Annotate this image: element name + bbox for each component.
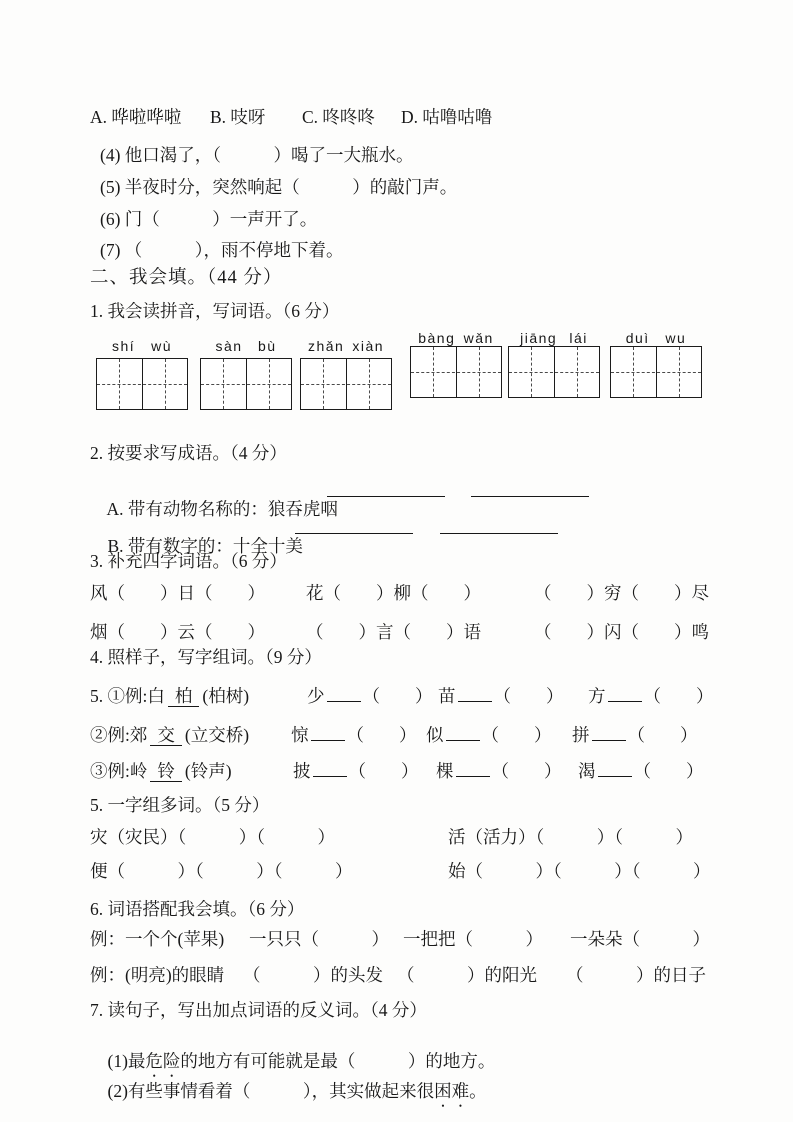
phrase-blank-group: （ ）言（ ）语: [306, 622, 481, 642]
word-build-item: [588, 686, 714, 707]
answer-blank-underline: [471, 481, 589, 497]
box-cell: [456, 347, 502, 397]
example-prefix: ②例:郊: [90, 725, 148, 745]
option-b: B. 吱呀: [210, 107, 266, 127]
match-example: 例：一个个(苹果): [90, 929, 225, 949]
box-cell: [97, 359, 142, 409]
answer-blank-underline: [440, 518, 558, 534]
box-cell: [346, 359, 392, 409]
pinyin-group: [300, 330, 392, 410]
base-char: 方: [588, 686, 606, 706]
part7-item2: [90, 1060, 487, 1122]
word-build-item: [293, 761, 419, 782]
match-item: （ ）的阳光: [397, 965, 537, 985]
match-item: （ ）的头发: [243, 965, 383, 985]
paren-blank: （ ）: [627, 725, 698, 745]
box-cell: [656, 347, 702, 397]
part6-title: 6. 词语搭配我会填。（6 分）: [90, 899, 305, 919]
word-build-item: [291, 725, 417, 746]
part1-title: 1. 我会读拼音，写词语。（6 分）: [90, 301, 340, 321]
pinyin-syllable: duì: [625, 330, 650, 346]
pinyin-label: [410, 330, 502, 346]
pinyin-syllable: shí: [111, 338, 136, 354]
match-item: 一把把（ ）: [403, 929, 543, 949]
answer-blank-underline: [458, 686, 492, 702]
writing-box: [300, 358, 392, 410]
answer-blank-underline: [327, 686, 361, 702]
box-cell: [301, 359, 346, 409]
example-word: (立交桥): [184, 725, 250, 745]
pinyin-group: [410, 330, 502, 398]
pinyin-syllable: wǎn: [463, 330, 494, 346]
box-cell: [611, 347, 656, 397]
pinyin-group: [610, 330, 702, 398]
paren-blank: （ ）: [362, 686, 433, 706]
example-answer: 交: [150, 726, 182, 746]
option-c: C. 咚咚咚: [302, 107, 375, 127]
question-6-line: (6) 门（ ）一声开了。: [100, 209, 318, 229]
pinyin-label: [300, 330, 392, 354]
multi-word-item: 始（ ）（ ）（ ）: [448, 861, 711, 881]
answer-blank-underline: [313, 761, 347, 777]
word-build-item: [578, 761, 704, 782]
writing-box: [410, 346, 502, 398]
base-char: 苗: [438, 686, 456, 706]
pinyin-syllable: jiāng: [520, 330, 558, 346]
paren-blank: （ ）: [493, 686, 564, 706]
multi-word-item: 活（活力）（ ）（ ）: [448, 827, 693, 847]
pinyin-label: [508, 330, 600, 346]
answer-blank-underline: [311, 725, 345, 741]
example-word: (铃声): [184, 761, 232, 781]
paren-blank: （ ）: [348, 761, 419, 781]
paren-blank: （ ）: [633, 761, 704, 781]
part4-title: 4. 照样子，写字组词。（9 分）: [90, 647, 322, 667]
example-answer: 铃: [150, 762, 182, 782]
match-example: 例：(明亮)的眼睛: [90, 965, 225, 985]
pinyin-label: [96, 330, 188, 354]
multi-word-item: 便（ ）（ ）（ ）: [90, 861, 353, 881]
example-answer: 柏: [168, 687, 200, 707]
sentence-text: 的地方有可能就是最（ ）的地方。: [180, 1051, 496, 1071]
paren-blank: （ ）: [491, 761, 562, 781]
part2-title: 2. 按要求写成语。（4 分）: [90, 443, 287, 463]
answer-blank-underline: [456, 761, 490, 777]
answer-blank-underline: [295, 518, 413, 534]
base-char: 拼: [572, 725, 590, 745]
base-char: 披: [293, 761, 311, 781]
pinyin-syllable: zhǎn: [307, 338, 345, 354]
match-item: （ ）的日子: [566, 965, 706, 985]
pinyin-syllable: wu: [665, 330, 687, 346]
example-label: [90, 686, 249, 707]
base-char: 棵: [436, 761, 454, 781]
word-build-item: [572, 725, 698, 746]
writing-box: [610, 346, 702, 398]
paren-blank: （ ）: [346, 725, 417, 745]
phrase-blank-group: （ ）闪（ ）鸣: [534, 622, 709, 642]
paren-blank: （ ）: [481, 725, 552, 745]
pinyin-syllable: bàng: [418, 330, 456, 346]
part2-item-a-text: A. 带有动物名称的：狼吞虎咽: [106, 499, 338, 519]
question-5-line: (5) 半夜时分，突然响起（ ）的敲门声。: [100, 177, 458, 197]
box-cell: [509, 347, 554, 397]
part3-title: 3. 补充四字词语。（6 分）: [90, 551, 287, 571]
pinyin-group: [200, 330, 292, 410]
pinyin-syllable: sàn: [215, 338, 243, 354]
box-cell: [142, 359, 188, 409]
answer-blank-underline: [592, 725, 626, 741]
base-char: 惊: [291, 725, 309, 745]
example-label: [90, 761, 232, 782]
part5-title: 5. 一字组多词。（5 分）: [90, 795, 270, 815]
part7-title: 7. 读句子，写出加点词语的反义词。（4 分）: [90, 1000, 427, 1020]
example-word: (柏树): [202, 686, 250, 706]
pinyin-syllable: lái: [569, 330, 588, 346]
emphasized-word: 危险: [145, 1051, 181, 1071]
writing-box: [200, 358, 292, 410]
sentence-text: (1)最: [107, 1051, 146, 1071]
base-char: 渴: [578, 761, 596, 781]
box-cell: [411, 347, 456, 397]
match-item: 一朵朵（ ）: [570, 929, 710, 949]
question-7-line: (7) （ ），雨不停地下着。: [100, 240, 344, 260]
sentence-text: (2)有些事情看着（ ），其实做起来很: [107, 1081, 435, 1101]
word-build-item: [436, 761, 562, 782]
phrase-blank-group: 风（ ）日（ ）: [90, 583, 265, 603]
box-cell: [554, 347, 600, 397]
base-char: 少: [307, 686, 325, 706]
writing-box: [508, 346, 600, 398]
answer-blank-underline: [608, 686, 642, 702]
answer-blank-underline: [598, 761, 632, 777]
match-item: 一只只（ ）: [249, 929, 389, 949]
pinyin-syllable: xiàn: [352, 338, 385, 354]
pinyin-label: [610, 330, 702, 346]
phrase-blank-group: 烟（ ）云（ ）: [90, 622, 265, 642]
pinyin-label: [200, 330, 292, 354]
option-d: D. 咕噜咕噜: [401, 107, 493, 127]
option-a: A. 哗啦哗啦: [90, 107, 182, 127]
multi-word-item: 灾（灾民）（ ）（ ）: [90, 827, 335, 847]
writing-box: [96, 358, 188, 410]
box-cell: [201, 359, 246, 409]
box-cell: [246, 359, 292, 409]
phrase-blank-group: 花（ ）柳（ ）: [306, 583, 481, 603]
part2-item-b-text: B. 带有数字的：十全十美: [107, 536, 303, 556]
paren-blank: （ ）: [643, 686, 714, 706]
sentence-text: 。: [469, 1081, 487, 1101]
answer-blank-underline: [327, 481, 445, 497]
pinyin-syllable: bù: [257, 338, 277, 354]
example-prefix: 5. ①例:白: [90, 686, 165, 706]
example-label: [90, 725, 249, 746]
pinyin-group: [96, 330, 188, 410]
section-2-title: 二、我会填。（44 分）: [90, 268, 283, 288]
word-build-item: [426, 725, 552, 746]
question-4-line: (4) 他口渴了，（ ）喝了一大瓶水。: [100, 145, 414, 165]
base-char: 似: [426, 725, 444, 745]
example-prefix: ③例:岭: [90, 761, 148, 781]
word-build-item: [438, 686, 564, 707]
emphasized-word: 困难: [434, 1081, 470, 1101]
word-build-item: [307, 686, 433, 707]
phrase-blank-group: （ ）穷（ ）尽: [534, 583, 709, 603]
answer-blank-underline: [446, 725, 480, 741]
pinyin-syllable: wù: [151, 338, 173, 354]
pinyin-group: [508, 330, 600, 398]
